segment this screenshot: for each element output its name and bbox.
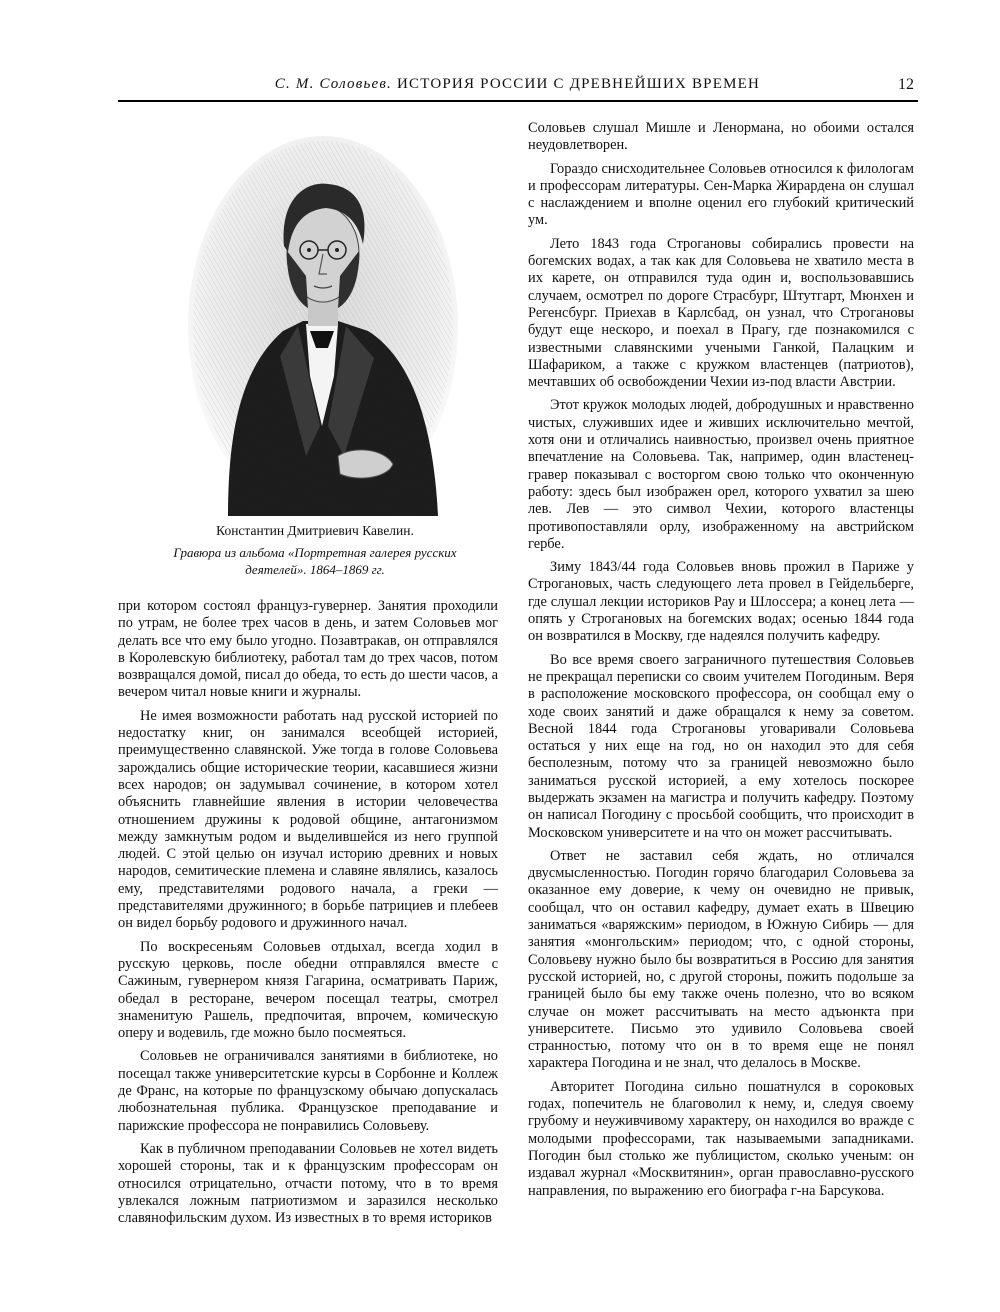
paragraph: Соловьев не ограничивался занятиями в библиотеке, но посещал также университетские курсы в Сорбонне и Коллеж де Франс, на которые по французскому обычаю допускалась любознательная публика. Французское преподавание и парижские профессора не понравились Соловьеву. <box>118 1048 498 1134</box>
caption-source: Гравюра из альбома «Портретная галерея русских деятелей». 1864–1869 гг. <box>173 545 457 577</box>
paragraph: По воскресеньям Соловьев отдыхал, всегда ходил в русскую церковь, после обедни отправлялся вместе с Сажиным, гувернером князя Гагарина, осматривать Париж, обедал в ресторане, вечером посещал театры, смотрел знаменитую Рашель, предпочитая, впрочем, комическую оперу и водевиль, где можно было посмеяться. <box>118 938 498 1042</box>
paragraph: Соловьев слушал Мишле и Ленормана, но обоими остался неудовлетворен. <box>528 120 914 154</box>
paragraph: Лето 1843 года Строгановы собирались провести на богемских водах, а так как для Соловьева не хватило места в их карете, он отправился туда один и, воспользовавшись случаем, осмотрел по дороге Страсбург, Штутгарт, Мюнхен и Регенсбург. Приехав в Карлсбад, он узнал, что Строгановы будут еще нескоро, и поехал в Прагу, где познакомился с известными славянскими учеными Ганкой, Палацким и Шафариком, а также с кружком властенцев (патриотов), мечтавших об освобождении Чехии из-под власти Австрии. <box>528 235 914 391</box>
header-book-title: ИСТОРИЯ РОССИИ С ДРЕВНЕЙШИХ ВРЕМЕН <box>396 76 760 92</box>
header-author: С. М. Соловьев. <box>274 76 392 92</box>
paragraph: при котором состоял француз-гувернер. Занятия проходили по утрам, не более трех часов в день, и затем Соловьев мог делать все что ему было угодно. Позавтракав, он отправлялся в Королевскую библиотеку, работал там до трех часов, потом возвращался домой, писал до обеда, то есть до шести часов, а вечером читал новые книги и журналы. <box>118 598 498 701</box>
paragraph: Этот кружок молодых людей, добродушных и нравственно чистых, служивших идее и живших исключительно мечтой, хотя они и отличались наивностью, произвел очень приятное впечатление на Соловьева. Так, например, один властенец-гравер показывал с восторгом свою только что оконченную работу: здесь был изображен орел, которого ухватил за шею лев. Лев — это символ Чехии, которого властенцы противопоставляли орлу, изображенному на австрийском гербе. <box>528 397 914 552</box>
paragraph: Гораздо снисходительнее Соловьев относился к филологам и профессорам литературы. Сен-Марка Жирардена он слушал с наслаждением и вполне оценил его глубокий критический ум. <box>528 160 914 229</box>
header-rule <box>118 100 918 102</box>
running-header <box>118 72 918 102</box>
right-column <box>528 120 914 1206</box>
paragraph: Как в публичном преподавании Соловьев не хотел видеть хорошей стороны, так и к французским профессорам он относился отрицательно, отчасти потому, что в то время увлекался ложным патриотизмом и заразился несколько славянофильским духом. Из известных в то время историков <box>118 1140 498 1227</box>
paragraph: Зиму 1843/44 года Соловьев вновь прожил в Париже у Строгановых, часть следующего лета провел в Гейдельберге, где слушал лекции историков Рау и Шлоссера; а конец лета — опять у Строгановых на богемских водах; осенью 1844 года он возвратился в Москву, где надеялся получить кафедру. <box>528 559 914 645</box>
figure-caption <box>150 522 480 578</box>
paragraph: Ответ не заставил себя ждать, но отличался двусмысленностью. Погодин горячо благодарил Соловьева за оказанное ему доверие, к чему он очевидно не привык, сообщал, что он оставил кафедру, думает ехать в Швецию заниматься «варяжским» периодом, в Южную Сибирь — для занятия «монгольским» периодом; что, с одной стороны, Соловьеву нужно было бы возвратиться в Россию для занятия русской историей, но, с другой стороны, пожить подольше за границей было бы ему также очень полезно, что во всяком случае он может рассчитывать на место адъюнкта при университете. Письмо это удивило Соловьева своей странностью, потому что он в то время еще не понял характера Погодина и не знал, что делалось в Москве. <box>528 847 914 1072</box>
paragraph: Авторитет Погодина сильно пошатнулся в сороковых годах, попечитель не благоволил к нему, и, следуя своему грубому и неуживчивому характеру, он находился во вражде с молодыми профессорами, так называемыми западниками. Погодин был столько же публицистом, сколько ученым: он издавал журнал «Москвитянин», орган православно-русского направления, по выражению его биографа г-на Барсукова. <box>528 1078 914 1199</box>
header-title <box>275 76 760 93</box>
page-number: 12 <box>898 76 914 93</box>
portrait-engraving <box>188 126 458 516</box>
paragraph: Не имея возможности работать над русской историей по недостатку книг, он занимался всеобщей историей, преимущественно славянской. Уже тогда в голове Соловьева зарождались общие исторические теории, касавшиеся жизни всех народов; он задумывал сочинение, в котором хотел объяснить главнейшие явления в истории человечества отношением дружины к родовой общине, антагонизмом между замкнутым родом и выделившейся из него группой людей. С этой целью он изучал историю древних и новых народов, семитические племена и славяне являлись, казалось ему, представителями родового начала, а греки — представителями дружинного; в борьбе патрициев и плебеев он видел борьбу родового и дружинного начал. <box>118 707 498 932</box>
paragraph: Во все время своего заграничного путешествия Соловьев не прекращал переписки со своим учителем Погодиным. Веря в расположение московского профессора, он сообщал ему о ходе своих занятий и даже обращался к нему за советом. Весной 1844 года Строгановы уговаривали Соловьева остаться у них еще на год, но он находил это для себя бесполезным, потому что за границей невозможно было заниматься русской историей, а ему хотелось поскорее выдержать экзамен на магистра и получить кафедру. Поэтому он написал Погодину с просьбой сообщить, что происходит в Московском университете и на что он может рассчитывать. <box>528 651 914 841</box>
left-column <box>118 598 498 1233</box>
caption-name: Константин Дмитриевич Кавелин. <box>216 523 414 538</box>
